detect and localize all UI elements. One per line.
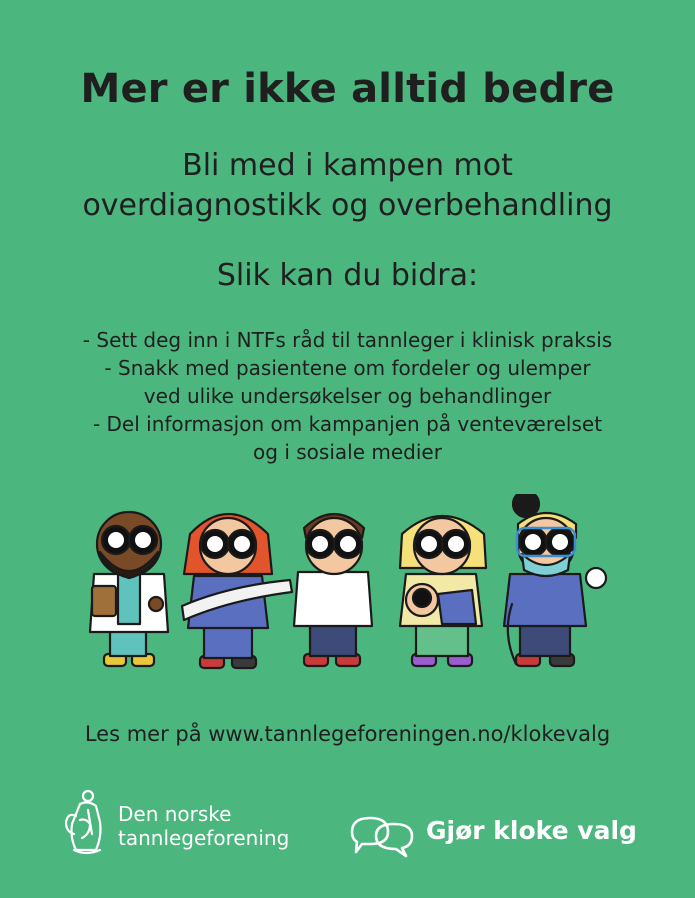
org-name-line-2: tannlegeforening <box>118 826 290 850</box>
org-logo-block <box>62 788 312 858</box>
page-title: Mer er ikke alltid bedre <box>80 66 615 112</box>
bullet-item: - Snakk med pasientene om fordeler og ulemper <box>104 356 591 380</box>
bullet-item: og i sosiale medier <box>253 440 442 464</box>
how-heading: Slik kan du bidra: <box>216 258 479 293</box>
tannlegeforening-logo-icon <box>62 788 110 858</box>
read-more-text: Les mer på www.tannlegeforeningen.no/klokevalg <box>84 722 611 746</box>
character-redhead-jaw <box>182 514 292 668</box>
character-dentist-beard <box>90 512 168 666</box>
bullet-item: ved ulike undersøkelser og behandlinger <box>143 384 552 408</box>
bullet-list <box>0 326 695 466</box>
speech-bubbles-icon <box>348 812 416 858</box>
bullet-item: - Sett deg inn i NTFs råd til tannleger i klinisk praksis <box>82 328 613 352</box>
character-masked-dentist <box>504 494 606 666</box>
subtitle-line-1: Bli med i kampen mot <box>182 148 513 183</box>
bullet-item: - Del informasjon om kampanjen på venteværelset <box>92 412 603 436</box>
dental-staff-illustration <box>72 494 627 684</box>
subtitle <box>0 146 695 226</box>
character-blonde-baby <box>400 516 486 666</box>
subtitle-line-2: overdiagnostikk og overbehandling <box>82 188 613 223</box>
org-name-line-1: Den norske <box>118 802 232 826</box>
campaign-block <box>348 808 648 864</box>
campaign-name: Gjør kloke valg <box>426 816 637 845</box>
org-name <box>118 802 289 850</box>
character-white-coat <box>294 514 372 666</box>
